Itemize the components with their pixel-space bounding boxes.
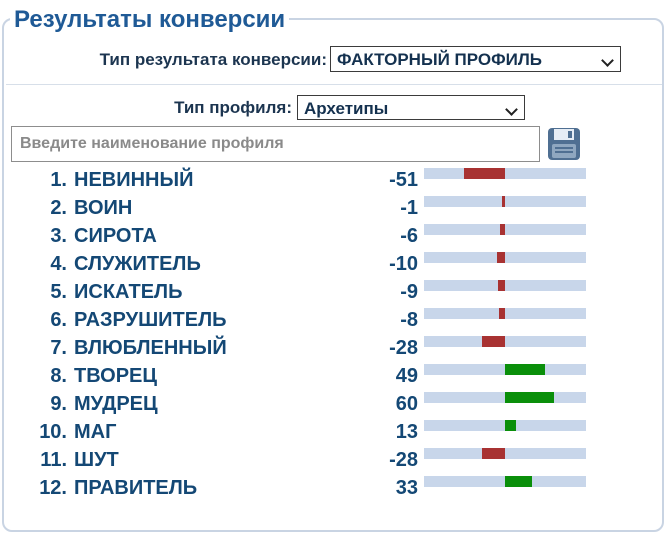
result-value: -28 (389, 449, 418, 471)
result-bar-fill (482, 448, 505, 459)
result-value: -10 (389, 253, 418, 275)
profile-type-value: Архетипы (304, 99, 389, 118)
result-value: -8 (400, 309, 418, 331)
result-name: ПРАВИТЕЛЬ (74, 477, 198, 499)
result-name: ШУТ (74, 449, 119, 471)
result-bar-fill (482, 336, 505, 347)
result-index: 1. (50, 169, 67, 191)
result-index: 7. (50, 337, 67, 359)
result-value: 60 (395, 393, 418, 415)
result-bar-track (424, 224, 586, 235)
result-row (0, 474, 670, 502)
result-row (0, 250, 670, 278)
floppy-disk-icon (547, 127, 581, 161)
result-name: МУДРЕЦ (74, 393, 158, 415)
result-row (0, 446, 670, 474)
result-name: ВОИН (74, 197, 133, 219)
result-value: -1 (400, 197, 418, 219)
result-name: НЕВИННЫЙ (74, 169, 194, 191)
result-bar-fill (499, 308, 505, 319)
result-name: РАЗРУШИТЕЛЬ (74, 309, 227, 331)
result-row (0, 222, 670, 250)
profile-type-select[interactable] (297, 95, 525, 120)
result-bar-track (424, 280, 586, 291)
result-bar-fill (505, 392, 554, 403)
result-value: 13 (395, 421, 418, 443)
result-value: 33 (395, 477, 418, 499)
result-bar-fill (498, 280, 505, 291)
result-name: ТВОРЕЦ (74, 365, 158, 387)
result-bar-track (424, 308, 586, 319)
profile-name-input[interactable] (11, 126, 540, 162)
result-bar-fill (505, 420, 516, 431)
result-bar-fill (505, 364, 545, 375)
result-bar-fill (505, 476, 532, 487)
chevron-down-icon (601, 54, 614, 67)
result-bar-track (424, 336, 586, 347)
result-value: -51 (389, 169, 418, 191)
result-value: 49 (395, 365, 418, 387)
result-row (0, 306, 670, 334)
result-bar-track (424, 448, 586, 459)
result-index: 3. (50, 225, 67, 247)
save-button[interactable] (547, 127, 581, 161)
result-value: -9 (400, 281, 418, 303)
result-bar-fill (464, 168, 505, 179)
panel-title: Результаты конверсии (10, 6, 289, 34)
result-row (0, 418, 670, 446)
result-index: 5. (50, 281, 67, 303)
result-row (0, 390, 670, 418)
result-bar-fill (502, 196, 505, 207)
result-value: -6 (400, 225, 418, 247)
profile-type-label: Тип профиля: (174, 98, 292, 117)
result-value: -28 (389, 337, 418, 359)
result-bar-fill (500, 224, 505, 235)
result-bar-track (424, 252, 586, 263)
result-row (0, 362, 670, 390)
result-row (0, 166, 670, 194)
result-index: 10. (39, 421, 67, 443)
result-index: 6. (50, 309, 67, 331)
result-name: ИСКАТЕЛЬ (74, 281, 183, 303)
result-bar-track (424, 476, 586, 487)
result-bar-track (424, 392, 586, 403)
result-bar-track (424, 196, 586, 207)
result-index: 8. (50, 365, 67, 387)
chevron-down-icon (505, 103, 518, 116)
result-index: 11. (40, 449, 67, 471)
conversion-type-row (0, 46, 670, 74)
result-index: 4. (50, 253, 67, 275)
result-row (0, 278, 670, 306)
result-bar-track (424, 420, 586, 431)
result-bar-fill (497, 252, 505, 263)
conversion-type-select[interactable] (330, 46, 621, 72)
result-index: 12. (39, 477, 67, 499)
result-row (0, 334, 670, 362)
result-index: 2. (50, 197, 67, 219)
result-name: ВЛЮБЛЕННЫЙ (74, 337, 227, 359)
result-row (0, 194, 670, 222)
result-bar-track (424, 364, 586, 375)
result-index: 9. (50, 393, 67, 415)
divider (6, 84, 662, 85)
result-name: МАГ (74, 421, 117, 443)
result-name: СЛУЖИТЕЛЬ (74, 253, 201, 275)
result-name: СИРОТА (74, 225, 157, 247)
conversion-type-label: Тип результата конверсии: (99, 50, 327, 69)
result-bar-track (424, 168, 586, 179)
conversion-type-value: ФАКТОРНЫЙ ПРОФИЛЬ (337, 50, 542, 69)
